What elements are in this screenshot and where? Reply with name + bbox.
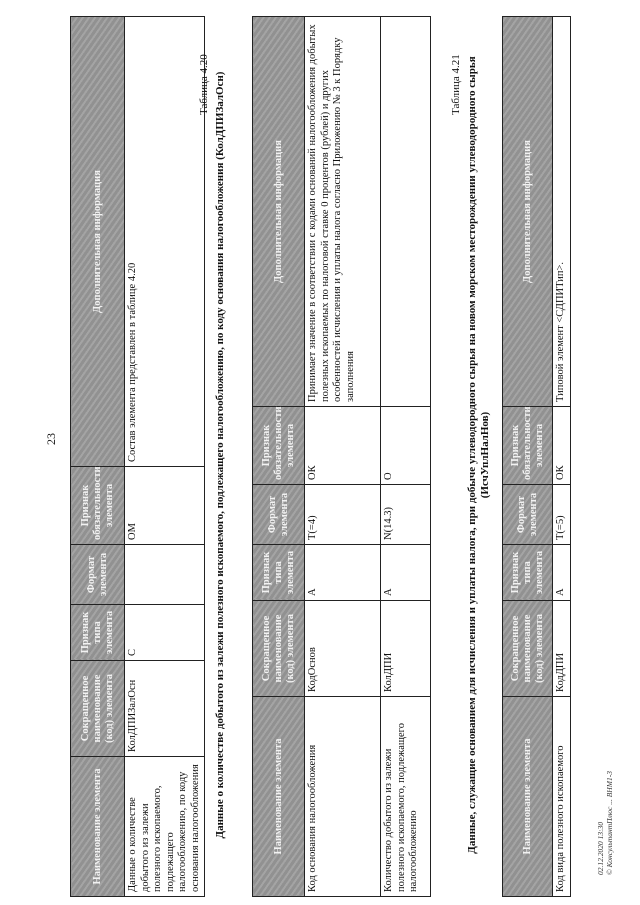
table-3-header-row xyxy=(503,17,553,897)
print-stamp xyxy=(596,771,614,875)
table-title: Данные о количестве добытого из залежи полезного ископаемого, подлежащего налогообложению, по коду основания налогообложения (КолДПИЗалОсн) xyxy=(214,71,226,839)
header-info: Дополнительная информация xyxy=(71,17,125,467)
cell-format: N(14.3) xyxy=(381,485,431,545)
page-number: 23 xyxy=(44,433,58,445)
table-1 xyxy=(70,16,205,897)
table-caption: Таблица 4.21 xyxy=(450,54,462,115)
header-name: Наименование элемента xyxy=(71,757,125,897)
table-3 xyxy=(502,16,571,897)
cell-info: Состав элемента представлен в таблице 4.20 xyxy=(125,17,205,467)
cell-format: T(=4) xyxy=(305,485,381,545)
header-req: Признак обязательности элемента xyxy=(503,407,553,485)
cell-code: КодОснов xyxy=(305,601,381,697)
cell-type: А xyxy=(381,545,431,601)
table-caption: Таблица 4.20 xyxy=(198,54,210,115)
table-row xyxy=(305,17,381,897)
header-info: Дополнительная информация xyxy=(503,17,553,407)
header-format: Формат элемента xyxy=(503,485,553,545)
table-2-header-row xyxy=(253,17,305,897)
header-type: Признак типа элемента xyxy=(71,605,125,661)
table-1-header-row xyxy=(71,17,125,897)
stamp-date: 02.12.2020 13:30 xyxy=(596,821,605,875)
header-name: Наименование элемента xyxy=(253,697,305,897)
cell-info: Принимает значение в соответствии с кодами оснований налогообложения добытых полезных ископаемых по налоговой ставке 0 процентов (рублей) и других особенностей исчисления и уплаты налога согласно Приложению № 3 к Порядку заполнения xyxy=(305,17,381,407)
cell-name: Данные о количестве добытого из залежи полезного ископаемого, подлежащего налогообложению, по коду основания налогообложения xyxy=(125,757,205,897)
cell-type: А xyxy=(305,545,381,601)
cell-req: О xyxy=(381,407,431,485)
table-title: Данные, служащие основанием для исчисления и уплаты налога, при добыче углеводородного сырья на новом морском месторождении углеводородного сырья (ИсчУплНалНов) xyxy=(466,56,491,854)
cell-code: КодДПИ xyxy=(553,601,571,697)
cell-name: Код вида полезного ископаемого xyxy=(553,697,571,897)
header-name: Наименование элемента xyxy=(503,697,553,897)
cell-format xyxy=(125,545,205,605)
table-2 xyxy=(252,16,431,897)
cell-name: Код основания налогообложения xyxy=(305,697,381,897)
stamp-source: © КонсультантПлюс ... ВНМ1-3 xyxy=(605,771,614,875)
header-code: Сокращенное наименование (код) элемента xyxy=(503,601,553,697)
table-row xyxy=(553,17,571,897)
cell-req: ОК xyxy=(553,407,571,485)
cell-name: Количество добытого из залежи полезного ископаемого, подлежащего налогообложению xyxy=(381,697,431,897)
header-format: Формат элемента xyxy=(253,485,305,545)
header-req: Признак обязательности элемента xyxy=(71,467,125,545)
header-type: Признак типа элемента xyxy=(503,545,553,601)
header-type: Признак типа элемента xyxy=(253,545,305,601)
cell-type: А xyxy=(553,545,571,601)
cell-info: Типовой элемент <СДПИТип>. xyxy=(553,17,571,407)
table-row xyxy=(125,17,205,897)
header-req: Признак обязательности элемента xyxy=(253,407,305,485)
cell-info xyxy=(381,17,431,407)
cell-req: ОМ xyxy=(125,467,205,545)
header-format: Формат элемента xyxy=(71,545,125,605)
cell-format: T(=5) xyxy=(553,485,571,545)
header-code: Сокращенное наименование (код) элемента xyxy=(71,661,125,757)
header-info: Дополнительная информация xyxy=(253,17,305,407)
cell-code: КолДПИ xyxy=(381,601,431,697)
cell-type: С xyxy=(125,605,205,661)
cell-req: ОК xyxy=(305,407,381,485)
cell-code: КолДПИЗалОсн xyxy=(125,661,205,757)
table-row xyxy=(381,17,431,897)
header-code: Сокращенное наименование (код) элемента xyxy=(253,601,305,697)
